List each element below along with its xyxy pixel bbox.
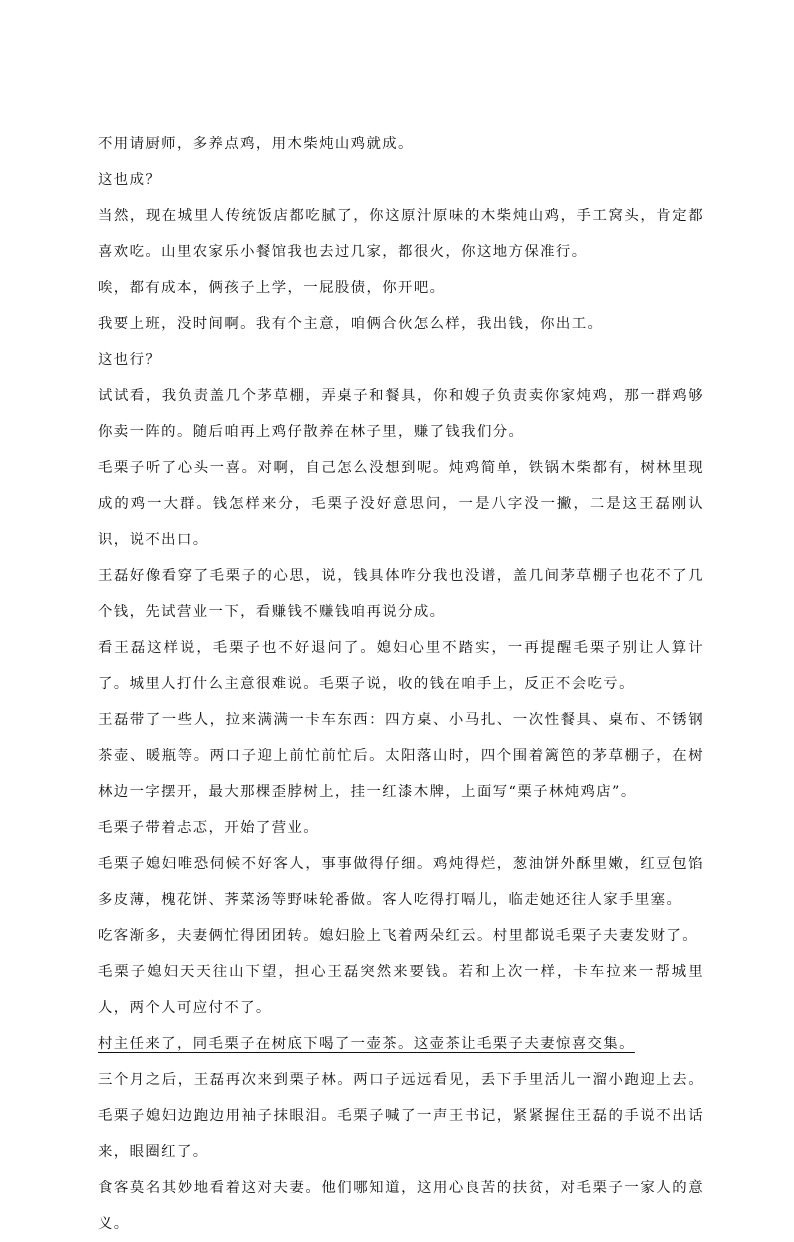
- paragraph: 毛栗子媳妇天天往山下望，担心王磊突然来要钱。若和上次一样，卡车拉来一帮城里人，两个人可应付不了。: [98, 964, 704, 1016]
- paragraph: 当然，现在城里人传统饭店都吃腻了，你这原汁原味的木柴炖山鸡，手工窝头，肯定都喜欢吃。山里农家乐小餐馆我也去过几家，都很火，你这地方保准行。: [98, 208, 704, 260]
- paragraph: 唉，都有成本，俩孩子上学，一屁股债，你开吧。: [98, 280, 446, 296]
- paragraph: 试试看，我负责盖几个茅草棚，弄桌子和餐具，你和嫂子负责卖你家炖鸡，那一群鸡够你卖一阵的。随后咱再上鸡仔散养在林子里，赚了钱我们分。: [98, 388, 704, 440]
- paragraph: 不用请厨师，多养点鸡，用木柴炖山鸡就成。: [98, 136, 414, 152]
- paragraph: 这也行？: [98, 352, 162, 368]
- paragraph: 毛栗子听了心头一喜。对啊，自己怎么没想到呢。炖鸡简单，铁锅木柴都有，树林里现成的鸡一大群。钱怎样来分，毛栗子没好意思问，一是八字没一撇，二是这王磊刚认识，说不出口。: [98, 460, 704, 548]
- document-body: [98, 126, 704, 1242]
- paragraph: 毛栗子带着忐忑，开始了营业。: [98, 820, 320, 836]
- paragraph: 看王磊这样说，毛栗子也不好退问了。媳妇心里不踏实，一再提醒毛栗子别让人算计了。城里人打什么主意很难说。毛栗子说，收的钱在咱手上，反正不会吃亏。: [98, 640, 704, 692]
- paragraph: 王磊带了一些人，拉来满满一卡车东西：四方桌、小马扎、一次性餐具、桌布、不锈钢茶壶、暖瓶等。两口子迎上前忙前忙后。太阳落山时，四个围着篱笆的茅草棚子，在树林边一字摆开，最大那棵歪脖树上，挂一红漆木牌，上面写“栗子林炖鸡店”。: [98, 712, 704, 800]
- paragraph: 王磊好像看穿了毛栗子的心思，说，钱具体咋分我也没谱，盖几间茅草棚子也花不了几个钱，先试营业一下，看赚钱不赚钱咱再说分成。: [98, 568, 704, 620]
- paragraph: 三个月之后，王磊再次来到栗子林。两口子远远看见，丢下手里活儿一溜小跑迎上去。毛栗子媳妇边跑边用袖子抹眼泪。毛栗子喊了一声王书记，紧紧握住王磊的手说不出话来，眼圈红了。: [98, 1072, 704, 1160]
- underlined-paragraph: 村主任来了，同毛栗子在树底下喝了一壶茶。这壶茶让毛栗子夫妻惊喜交集。: [98, 1036, 635, 1052]
- paragraph: 吃客渐多，夫妻俩忙得团团转。媳妇脸上飞着两朵红云。村里都说毛栗子夫妻发财了。: [98, 928, 699, 944]
- paragraph: 这也成？: [98, 172, 162, 188]
- paragraph: 食客莫名其妙地看着这对夫妻。他们哪知道，这用心良苦的扶贫，对毛栗子一家人的意义。: [98, 1180, 704, 1232]
- paragraph: 我要上班，没时间啊。我有个主意，咱俩合伙怎么样，我出钱，你出工。: [98, 316, 604, 332]
- paragraph: 毛栗子媳妇唯恐伺候不好客人，事事做得仔细。鸡炖得烂，葱油饼外酥里嫩，红豆包馅多皮薄，槐花饼、荠菜汤等野味轮番做。客人吃得打嗝儿，临走她还往人家手里塞。: [98, 856, 704, 908]
